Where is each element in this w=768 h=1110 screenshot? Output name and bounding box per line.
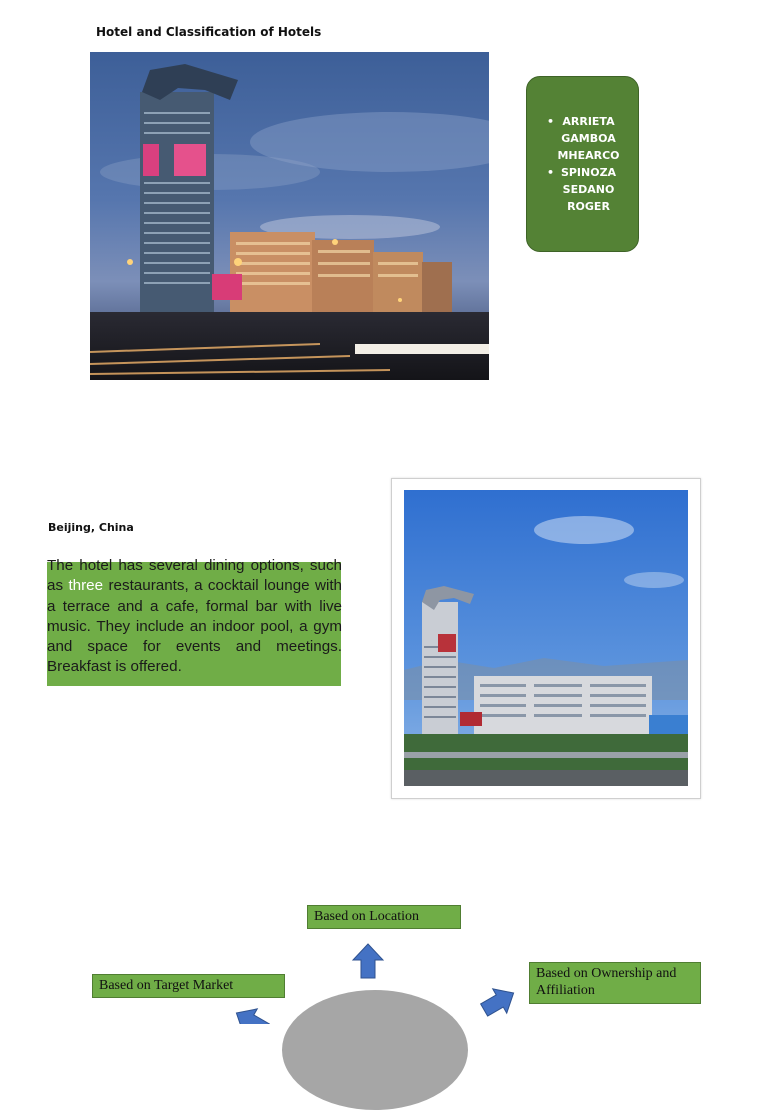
description-highlight-word: three: [68, 577, 104, 595]
authors-card: [526, 76, 639, 252]
page-title: Hotel and Classification of Hotels: [96, 25, 322, 39]
hotel-day-photo: [404, 490, 688, 786]
description-text-start: The hotel has several dining options, such as: [47, 557, 342, 595]
authors-list: [527, 113, 638, 215]
bullet-icon: •: [547, 166, 555, 179]
arrow-up-left-icon: [232, 1004, 272, 1024]
classification-box-target-market: Based on Target Market: [92, 974, 285, 998]
author-name: SPINOZA SEDANO ROGER: [560, 166, 617, 213]
arrow-up-right-icon: [478, 984, 518, 1020]
hotel-description: [47, 556, 342, 678]
classification-box-location: Based on Location: [307, 905, 461, 929]
author-item: [527, 164, 638, 215]
bullet-icon: •: [547, 115, 555, 128]
location-label: Beijing, China: [48, 521, 134, 534]
description-text-end: restaurants, a cocktail lounge with a terrace and a cafe, formal bar with live music. They include an indoor pool, a gym and space for events and meetings. Breakfast is offered.: [47, 577, 342, 676]
hotel-night-photo: [90, 52, 489, 380]
author-name: ARRIETA GAMBOA MHEARCO: [557, 115, 620, 162]
arrow-up-icon: [351, 942, 385, 980]
author-item: [527, 113, 638, 164]
classification-box-ownership: Based on Ownership and Affiliation: [529, 962, 701, 1004]
classification-center-circle: [282, 990, 468, 1110]
